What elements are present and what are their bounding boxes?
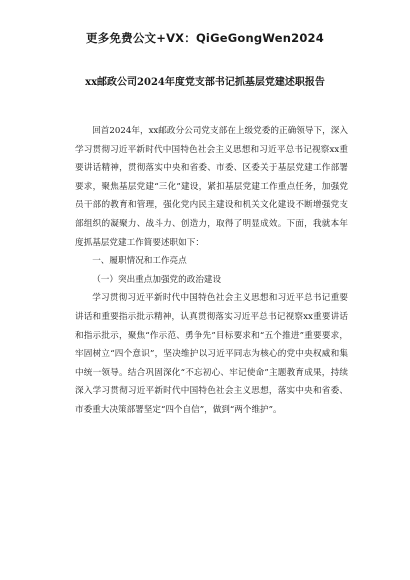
document-title: xx邮政公司2024年度党支部书记抓基层党建述职报告	[85, 77, 325, 88]
document-body	[75, 122, 348, 420]
intro-paragraph: 回首2024年，xx邮政分公司党支部在上级党委的正确领导下，深入学习贯彻习近平新时代中国特色社会主义思想和习近平总书记视察xx重要讲话精神，贯彻落实中央和省委、市委、区委关于基层党建工作部署要求，聚焦基层党建“三化”建设，紧扣基层党建工作重点任务，加强党员干部的教育和管理，强化党内民主建设和机关文化建设不断增强党支部组织的凝聚力、战斗力、创造力，取得了明显成效。下面，我就本年度抓基层党建工作简要述职如下：	[75, 126, 348, 248]
section-heading: 一、履职情况和工作亮点	[92, 256, 187, 267]
watermark-text: 更多免费公文+VX：QiGeGongWen2024	[86, 31, 324, 45]
body-paragraph: 学习贯彻习近平新时代中国特色社会主义思想和习近平总书记重要讲话和重要指示批示精神，认真贯彻落实习近平总书记视察xx重要讲话和指示批示，聚焦“作示范、勇争先”目标要求和“五个推进”重要要求，牢固树立“四个意识”，坚决维护以习近平同志为核心的党中央权威和集中统一领导。结合巩固深化“不忘初心、牢记使命”主题教育成果，持续深入学习贯彻习近平新时代中国特色社会主义思想，落实中央和省委、市委重大决策部署坚定“四个自信”，做到“两个维护”。	[75, 293, 348, 415]
subsection-heading: （一）突出重点加强党的政治建设	[92, 274, 222, 285]
